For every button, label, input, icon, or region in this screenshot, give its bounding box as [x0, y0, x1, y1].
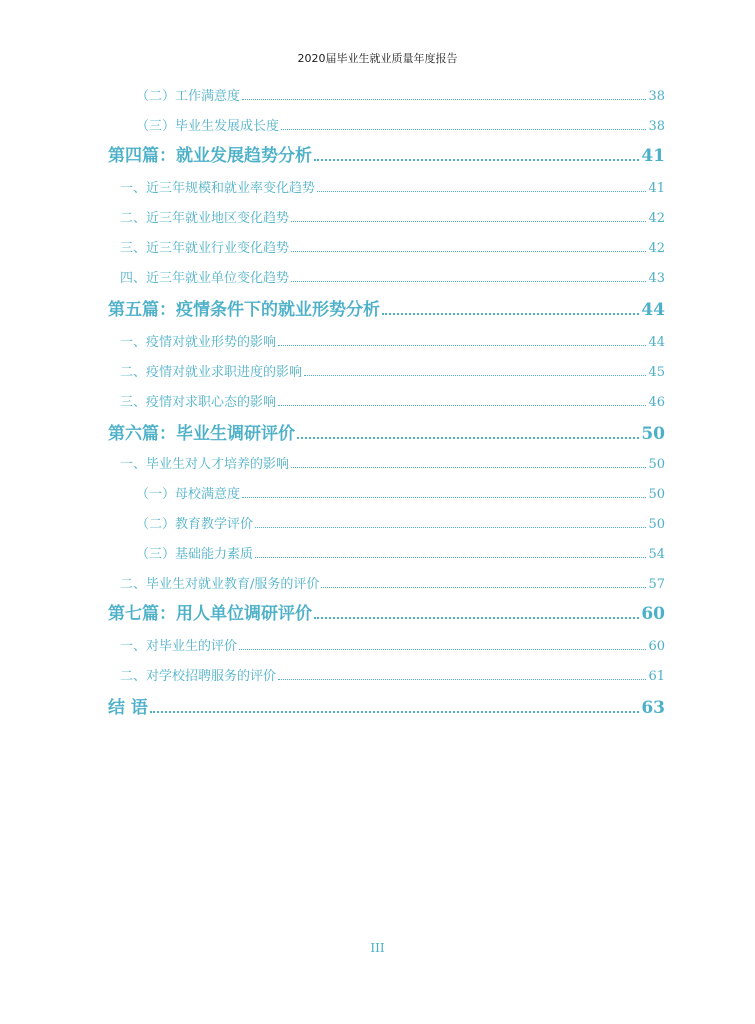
toc-dot-leader — [314, 151, 639, 161]
toc-entry[interactable] — [108, 296, 665, 320]
toc-entry-title: 第五篇：疫情条件下的就业形势分析 — [108, 300, 380, 320]
toc-entry-page: 50 — [648, 517, 665, 532]
toc-entry-title: （二）工作满意度 — [136, 89, 241, 104]
toc-entry-page: 50 — [648, 487, 665, 502]
toc-entry-page: 45 — [648, 365, 665, 380]
toc-entry-page: 43 — [648, 271, 665, 286]
toc-dot-leader — [317, 182, 646, 192]
toc-entry[interactable] — [108, 268, 665, 286]
toc-dot-leader — [255, 548, 646, 558]
toc-entry[interactable] — [108, 666, 665, 684]
toc-entry[interactable] — [108, 86, 665, 104]
toc-entry[interactable] — [108, 362, 665, 380]
toc-entry-page: 42 — [648, 211, 665, 226]
toc-entry[interactable] — [108, 454, 665, 472]
toc-dot-leader — [297, 429, 639, 439]
toc-entry[interactable] — [108, 142, 665, 166]
toc-entry[interactable] — [108, 178, 665, 196]
toc-entry-title: 三、近三年就业行业变化趋势 — [120, 241, 290, 256]
toc-entry-page: 54 — [648, 547, 665, 562]
toc-entry[interactable] — [108, 636, 665, 654]
toc-entry-title: 第七篇：用人单位调研评价 — [108, 604, 312, 624]
toc-entry-title: 二、对学校招聘服务的评价 — [120, 669, 277, 684]
toc-dot-leader — [314, 609, 639, 619]
toc-dot-leader — [278, 336, 646, 346]
toc-dot-leader — [304, 366, 646, 376]
toc-entry-title: （三）基础能力素质 — [136, 547, 254, 562]
toc-entry-page: 44 — [641, 300, 665, 320]
toc-entry-title: 第四篇：就业发展趋势分析 — [108, 146, 312, 166]
toc-dot-leader — [291, 242, 646, 252]
toc-dot-leader — [242, 90, 646, 100]
toc-entry-title: 二、疫情对就业求职进度的影响 — [120, 365, 303, 380]
toc-entry-title: 二、近三年就业地区变化趋势 — [120, 211, 290, 226]
page-number: III — [370, 941, 385, 955]
toc-entry-page: 38 — [648, 89, 665, 104]
toc-entry-title: 二、毕业生对就业教育/服务的评价 — [120, 577, 320, 592]
toc-entry[interactable] — [108, 600, 665, 624]
toc-entry-title: （一）母校满意度 — [136, 487, 241, 502]
toc-entry-page: 46 — [648, 395, 665, 410]
toc-entry[interactable] — [108, 238, 665, 256]
toc-entry-page: 61 — [648, 669, 665, 684]
toc-entry-title: （三）毕业生发展成长度 — [136, 119, 280, 134]
toc-entry-page: 44 — [648, 335, 665, 350]
toc-entry-title: 四、近三年就业单位变化趋势 — [120, 271, 290, 286]
toc-entry[interactable] — [108, 332, 665, 350]
toc-entry-page: 60 — [648, 639, 665, 654]
toc-entry-title: 结 语 — [108, 698, 148, 718]
toc-entry-title: （二）教育教学评价 — [136, 517, 254, 532]
toc-dot-leader — [321, 578, 646, 588]
toc-entry-title: 三、疫情对求职心态的影响 — [120, 395, 277, 410]
toc-dot-leader — [291, 458, 646, 468]
toc-dot-leader — [255, 518, 646, 528]
toc-entry[interactable] — [108, 694, 665, 718]
toc-entry-title: 第六篇：毕业生调研评价 — [108, 424, 295, 444]
toc-entry-page: 42 — [648, 241, 665, 256]
toc-entry-title: 一、毕业生对人才培养的影响 — [120, 457, 290, 472]
toc-entry-title: 一、对毕业生的评价 — [120, 639, 238, 654]
toc-entry[interactable] — [108, 514, 665, 532]
toc-entry[interactable] — [108, 544, 665, 562]
toc-dot-leader — [382, 305, 639, 315]
toc-entry-page: 41 — [648, 181, 665, 196]
toc-entry[interactable] — [108, 574, 665, 592]
toc-entry-page: 57 — [648, 577, 665, 592]
toc-entry[interactable] — [108, 392, 665, 410]
toc-dot-leader — [278, 670, 646, 680]
toc-dot-leader — [291, 272, 646, 282]
toc-entry-page: 50 — [641, 424, 665, 444]
toc-entry[interactable] — [108, 116, 665, 134]
toc-dot-leader — [150, 703, 639, 713]
toc-entry[interactable] — [108, 208, 665, 226]
toc-entry-page: 60 — [641, 604, 665, 624]
toc-dot-leader — [278, 396, 646, 406]
toc-entry[interactable] — [108, 420, 665, 444]
toc-dot-leader — [281, 120, 646, 130]
toc-entry-page: 50 — [648, 457, 665, 472]
toc-dot-leader — [291, 212, 646, 222]
page-header: 2020届毕业生就业质量年度报告 — [297, 52, 458, 65]
toc-entry-page: 38 — [648, 119, 665, 134]
toc-dot-leader — [239, 640, 646, 650]
toc-entry-page: 63 — [641, 698, 665, 718]
toc-entry[interactable] — [108, 484, 665, 502]
toc-entry-page: 41 — [641, 146, 665, 166]
toc-entry-title: 一、近三年规模和就业率变化趋势 — [120, 181, 316, 196]
toc-dot-leader — [242, 488, 646, 498]
toc-entry-title: 一、疫情对就业形势的影响 — [120, 335, 277, 350]
